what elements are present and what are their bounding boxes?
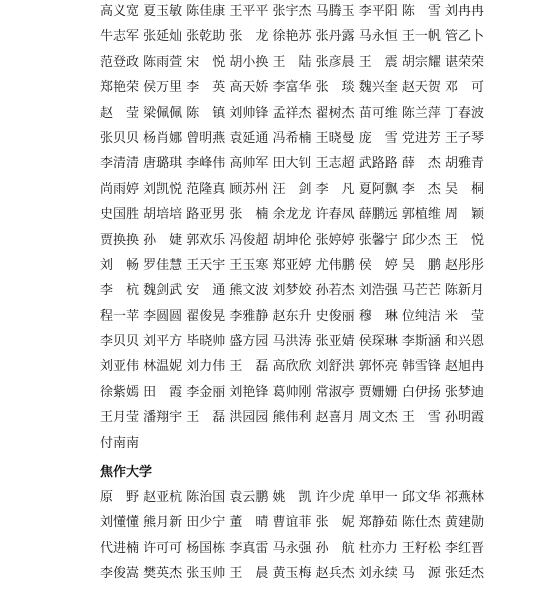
name-row: 刘懂懂 熊月新 田少宁 董 晴 曹谊菲 张 妮 郑静茹 陈仕杰 黄建勋 — [100, 515, 485, 531]
name-row: 范登政 陈雨萱 宋 悦 胡小换 王 陆 张彦晨 王 震 胡宗耀 谌荣荣 — [100, 54, 485, 70]
name-row: 贾换换 孙 婕 郭欢乐 冯俊超 胡坤伦 张婷婷 张馨宁 邱少杰 王 悦 — [100, 232, 485, 248]
name-row: 高义宽 夏玉敏 陈佳康 王平平 张宇杰 马腾玉 李平阳 陈 雪 刘冉冉 — [100, 4, 485, 19]
name-row: 程一苹 李圆圆 翟俊晃 李雅静 赵东升 史俊丽 穆 琳 位纯洁 米 莹 — [100, 308, 485, 324]
name-row: 牛志军 张延灿 张乾助 张 龙 徐艳苏 张丹露 马永恒 王一帆 管乙卜 — [100, 29, 485, 45]
name-row: 李俊嵩 樊英杰 张玉帅 王 晨 黄玉梅 赵兵杰 刘永续 马 源 张廷杰 — [100, 566, 485, 582]
name-row: 尚雨婷 刘凯悦 范隆真 顾苏州 汪 剑 李 凡 夏阿飘 李 杰 吴 桐 — [100, 181, 485, 197]
name-row: 刘亚伟 林温妮 刘力伟 王 磊 高欣欣 刘舒洪 郭怀亮 韩雪锋 赵旭冉 — [100, 359, 485, 375]
name-row: 王月莹 潘翔宇 王 磊 洪园园 熊伟利 赵喜月 周文杰 王 雪 孙明霞 — [100, 410, 485, 426]
name-row: 赵 莹 梁佩佩 陈 镇 刘帅锋 孟祥杰 翟树杰 苗可维 陈兰萍 丁春波 — [100, 105, 485, 121]
name-row: 史国胜 胡培培 路亚男 张 楠 余龙龙 许春凤 薛鹏远 郭植维 周 颖 — [100, 207, 485, 223]
name-row: 付南南 — [100, 435, 140, 451]
name-row: 原 野 赵亚杭 陈治国 袁云鹏 姚 凯 许少虎 单甲一 邱文华 祁燕林 — [100, 490, 485, 505]
name-list-bottom — [100, 485, 485, 587]
section-heading: 焦作大学 — [100, 465, 153, 480]
name-row: 郑艳荣 侯万里 李 英 高天娇 李富华 张 琰 魏兴奎 赵天贺 邓 可 — [100, 80, 485, 96]
name-row: 李清清 唐璐琪 李峰伟 高帅军 田大钊 王志超 武路路 薛 杰 胡雅青 — [100, 156, 485, 172]
name-row: 代进楠 许可可 杨国栋 李真雷 马永强 孙 航 杜亦力 王籽松 李红晋 — [100, 540, 485, 556]
name-row: 张贝贝 杨肖娜 曾明燕 袁延通 冯希楠 王晓曼 庞 雪 党进芳 王子琴 — [100, 130, 485, 146]
name-row: 李贝贝 刘平方 毕晓帅 盛方园 马洪涛 张亚婧 侯琛琳 李斯涵 和兴恩 — [100, 334, 485, 350]
name-row: 刘 畅 罗佳慧 王天宇 王玉寒 郑亚婷 尤伟鹏 侯 婷 吴 鹏 赵彤彤 — [100, 257, 485, 273]
name-row: 李 杭 魏剑武 安 通 熊文波 刘梦姣 孙若杰 刘浩强 马芒芒 陈新月 — [100, 283, 485, 299]
name-list-top — [100, 0, 485, 456]
name-row: 徐紫嫣 田 霞 李金丽 刘艳锋 葛帅刚 常淑亭 贾姗姗 白伊扬 张梦迪 — [100, 384, 485, 400]
